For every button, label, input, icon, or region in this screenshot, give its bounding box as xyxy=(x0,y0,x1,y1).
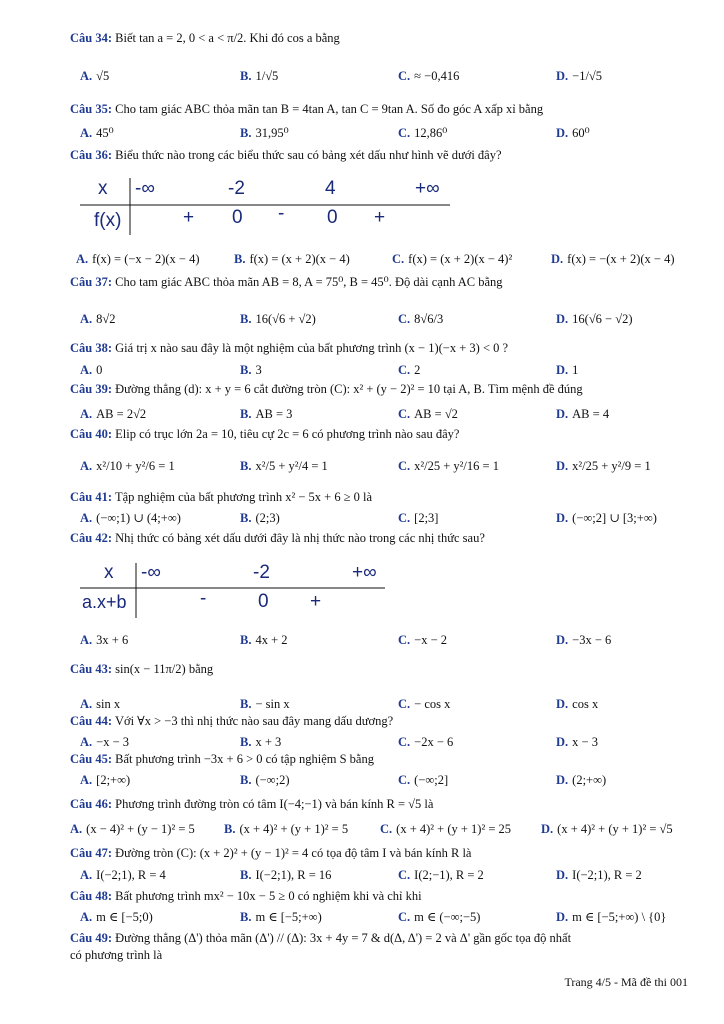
option-letter: A. xyxy=(80,633,93,647)
question-40 xyxy=(70,426,459,442)
table-sign: + xyxy=(310,591,322,612)
q46-option-a xyxy=(70,821,195,837)
option-text: −1/√5 xyxy=(572,69,603,83)
option-text: (x + 4)² + (y + 1)² = 5 xyxy=(239,822,349,836)
q40-label: Câu 40: xyxy=(70,427,113,441)
option-text: −3x − 6 xyxy=(572,633,612,647)
option-letter: C. xyxy=(398,773,411,787)
q45-option-d xyxy=(556,772,606,788)
q41-label: Câu 41: xyxy=(70,490,113,504)
q37-option-d xyxy=(556,311,633,327)
question-38 xyxy=(70,340,508,356)
q45-option-c xyxy=(398,772,448,788)
question-36 xyxy=(70,147,502,163)
option-letter: B. xyxy=(240,312,252,326)
table-sign: - xyxy=(200,588,207,609)
q49-text-continued: có phương trình là xyxy=(70,948,163,962)
option-letter: C. xyxy=(398,697,411,711)
q47-option-d xyxy=(556,867,642,883)
option-letter: D. xyxy=(556,910,569,924)
q34-text: Biết tan a = 2, 0 < a < π/2. Khi đó cos a bằng xyxy=(115,31,340,45)
option-text: [2;3] xyxy=(414,511,439,525)
q39-label: Câu 39: xyxy=(70,382,113,396)
option-text: − sin x xyxy=(255,697,290,711)
option-text: (2;3) xyxy=(255,511,280,525)
q40-option-d xyxy=(556,458,651,474)
q44-option-a xyxy=(80,734,129,750)
option-letter: C. xyxy=(398,633,411,647)
table-x-label: x xyxy=(104,562,114,583)
q47-option-a xyxy=(80,867,166,883)
q41-option-c xyxy=(398,510,438,526)
option-text: 0 xyxy=(96,363,103,377)
q44-label: Câu 44: xyxy=(70,714,113,728)
q42-text: Nhị thức có bảng xét dấu dưới đây là nhị thức nào trong các nhị thức sau? xyxy=(115,531,485,545)
option-letter: C. xyxy=(398,363,411,377)
question-37 xyxy=(70,274,503,290)
table-x-value: +∞ xyxy=(415,178,440,199)
q40-text: Elip có trục lớn 2a = 10, tiêu cự 2c = 6 có phương trình nào sau đây? xyxy=(115,427,460,441)
q39-option-b xyxy=(240,406,292,422)
q35-text: Cho tam giác ABC thỏa mãn tan B = 4tan A, tan C = 9tan A. Số đo góc A xấp xỉ bằng xyxy=(115,102,544,116)
option-text: f(x) = −(x + 2)(x − 4) xyxy=(567,252,675,266)
q45-option-b xyxy=(240,772,289,788)
option-letter: C. xyxy=(398,459,411,473)
q43-option-c xyxy=(398,696,450,712)
option-text: AB = 4 xyxy=(572,407,610,421)
option-text: − cos x xyxy=(414,697,451,711)
option-letter: A. xyxy=(80,363,93,377)
option-letter: B. xyxy=(234,252,246,266)
option-letter: B. xyxy=(240,69,252,83)
option-text: 31,95⁰ xyxy=(255,126,289,140)
option-text: I(2;−1), R = 2 xyxy=(414,868,484,882)
option-text: 8√6/3 xyxy=(414,312,444,326)
q43-option-b xyxy=(240,696,290,712)
option-letter: A. xyxy=(80,312,93,326)
option-letter: C. xyxy=(398,735,411,749)
table-fx-label: a.x+b xyxy=(82,592,127,612)
table-sign: 0 xyxy=(327,207,338,228)
option-text: m ∈ [−5;+∞) \ {0} xyxy=(572,910,667,924)
q34-option-a xyxy=(80,68,109,84)
q36-text: Biểu thức nào trong các biểu thức sau có bảng xét dấu như hình vẽ dưới đây? xyxy=(115,148,502,162)
q44-option-d xyxy=(556,734,598,750)
q40-option-a xyxy=(80,458,175,474)
option-text: (−∞;1) ∪ (4;+∞) xyxy=(96,511,181,525)
option-letter: B. xyxy=(240,697,252,711)
option-text: x²/5 + y²/4 = 1 xyxy=(255,459,328,473)
option-text: 8√2 xyxy=(96,312,116,326)
option-letter: C. xyxy=(398,407,411,421)
question-45 xyxy=(70,751,374,767)
q42-label: Câu 42: xyxy=(70,531,113,545)
q46-label: Câu 46: xyxy=(70,797,113,811)
option-text: m ∈ [−5;+∞) xyxy=(255,910,322,924)
option-text: x + 3 xyxy=(255,735,282,749)
question-49-continued xyxy=(70,947,162,963)
sign-table-42 xyxy=(80,560,400,620)
option-letter: B. xyxy=(240,868,252,882)
q48-option-d xyxy=(556,909,666,925)
q34-label: Câu 34: xyxy=(70,31,113,45)
q40-option-c xyxy=(398,458,499,474)
option-letter: C. xyxy=(398,511,411,525)
option-text: x²/25 + y²/9 = 1 xyxy=(572,459,651,473)
option-letter: A. xyxy=(80,407,93,421)
option-letter: D. xyxy=(556,868,569,882)
option-text: x²/10 + y²/6 = 1 xyxy=(96,459,175,473)
option-letter: D. xyxy=(556,363,569,377)
table-sign: 0 xyxy=(258,591,269,612)
q43-text: sin(x − 11π/2) bằng xyxy=(115,662,214,676)
q38-option-d xyxy=(556,362,578,378)
q38-label: Câu 38: xyxy=(70,341,113,355)
q46-option-b xyxy=(224,821,348,837)
option-text: x²/25 + y²/16 = 1 xyxy=(414,459,499,473)
option-letter: A. xyxy=(80,735,93,749)
option-letter: C. xyxy=(398,126,411,140)
q40-option-b xyxy=(240,458,328,474)
q48-text: Bất phương trình mx² − 10x − 5 ≥ 0 có nghiệm khi và chỉ khi xyxy=(115,889,422,903)
option-letter: D. xyxy=(556,126,569,140)
question-34 xyxy=(70,30,340,46)
option-letter: A. xyxy=(80,69,93,83)
option-letter: B. xyxy=(240,773,252,787)
option-text: AB = √2 xyxy=(414,407,458,421)
option-letter: C. xyxy=(398,312,411,326)
option-letter: B. xyxy=(240,363,252,377)
option-letter: D. xyxy=(556,69,569,83)
option-text: 1/√5 xyxy=(255,69,279,83)
option-text: f(x) = (−x − 2)(x − 4) xyxy=(92,252,200,266)
option-text: (−∞;2] ∪ [3;+∞) xyxy=(572,511,657,525)
q42-option-d xyxy=(556,632,611,648)
table-x-label: x xyxy=(98,178,108,199)
q41-option-a xyxy=(80,510,181,526)
q44-option-c xyxy=(398,734,453,750)
q35-option-d xyxy=(556,125,590,141)
q35-option-b xyxy=(240,125,289,141)
option-letter: D. xyxy=(541,822,554,836)
option-text: 60⁰ xyxy=(572,126,590,140)
option-text: (x + 4)² + (y + 1)² = 25 xyxy=(396,822,511,836)
option-letter: B. xyxy=(240,511,252,525)
q34-option-d xyxy=(556,68,602,84)
table-x-value: -∞ xyxy=(141,562,161,583)
q45-text: Bất phương trình −3x + 6 > 0 có tập nghiệm S bằng xyxy=(115,752,374,766)
q38-option-a xyxy=(80,362,102,378)
q37-option-c xyxy=(398,311,443,327)
q41-option-d xyxy=(556,510,657,526)
q35-label: Câu 35: xyxy=(70,102,113,116)
question-35 xyxy=(70,101,543,117)
option-text: −x − 2 xyxy=(414,633,448,647)
option-text: (2;+∞) xyxy=(572,773,607,787)
q48-option-b xyxy=(240,909,322,925)
table-fx-label: f(x) xyxy=(94,210,122,231)
option-text: 3x + 6 xyxy=(96,633,129,647)
option-letter: D. xyxy=(556,773,569,787)
table-x-value: 4 xyxy=(325,178,336,199)
option-text: 2 xyxy=(414,363,421,377)
option-letter: A. xyxy=(80,697,93,711)
q47-option-b xyxy=(240,867,331,883)
option-text: x − 3 xyxy=(572,735,598,749)
option-text: 12,86⁰ xyxy=(414,126,448,140)
option-text: I(−2;1), R = 2 xyxy=(572,868,642,882)
q43-option-a xyxy=(80,696,120,712)
option-text: (−∞;2] xyxy=(414,773,449,787)
q37-option-a xyxy=(80,311,116,327)
option-text: −2x − 6 xyxy=(414,735,454,749)
q36-option-b xyxy=(234,251,350,267)
question-49 xyxy=(70,930,571,946)
q39-option-a xyxy=(80,406,146,422)
q38-option-b xyxy=(240,362,262,378)
option-letter: A. xyxy=(80,459,93,473)
q39-text: Đường thẳng (d): x + y = 6 cắt đường tròn (C): x² + (y − 2)² = 10 tại A, B. Tìm mệnh đề đúng xyxy=(115,382,583,396)
q36-option-c xyxy=(392,251,512,267)
option-letter: D. xyxy=(556,697,569,711)
option-letter: B. xyxy=(240,735,252,749)
option-text: [2;+∞) xyxy=(96,773,131,787)
option-letter: B. xyxy=(240,407,252,421)
option-letter: B. xyxy=(240,633,252,647)
option-letter: B. xyxy=(240,910,252,924)
option-text: AB = 2√2 xyxy=(96,407,147,421)
option-letter: C. xyxy=(398,69,411,83)
q42-option-b xyxy=(240,632,288,648)
question-42 xyxy=(70,530,485,546)
q36-option-a xyxy=(76,251,200,267)
option-text: AB = 3 xyxy=(255,407,293,421)
option-letter: C. xyxy=(398,910,411,924)
option-text: f(x) = (x + 2)(x − 4) xyxy=(249,252,350,266)
question-48 xyxy=(70,888,422,904)
option-letter: D. xyxy=(551,252,564,266)
q48-label: Câu 48: xyxy=(70,889,113,903)
option-letter: D. xyxy=(556,511,569,525)
option-text: cos x xyxy=(572,697,599,711)
option-letter: A. xyxy=(80,773,93,787)
question-44 xyxy=(70,713,393,729)
option-text: ≈ −0,416 xyxy=(414,69,460,83)
option-text: (x + 4)² + (y + 1)² = √5 xyxy=(557,822,673,836)
option-text: 16(√6 + √2) xyxy=(255,312,316,326)
q35-option-c xyxy=(398,125,447,141)
q37-text: Cho tam giác ABC thỏa mãn AB = 8, A = 75⁰, B = 45⁰. Độ dài cạnh AC bằng xyxy=(115,275,503,289)
q34-option-c xyxy=(398,68,459,84)
option-text: f(x) = (x + 2)(x − 4)² xyxy=(408,252,513,266)
option-text: √5 xyxy=(96,69,110,83)
q42-option-c xyxy=(398,632,447,648)
option-text: (x − 4)² + (y − 1)² = 5 xyxy=(86,822,195,836)
table-x-value: -∞ xyxy=(135,178,155,199)
q48-option-c xyxy=(398,909,480,925)
option-letter: D. xyxy=(556,459,569,473)
q36-option-d xyxy=(551,251,675,267)
option-text: −x − 3 xyxy=(96,735,130,749)
sign-table-36 xyxy=(80,175,460,237)
option-text: (−∞;2) xyxy=(255,773,290,787)
page-footer: Trang 4/5 - Mã đề thi 001 xyxy=(564,975,688,989)
q45-label: Câu 45: xyxy=(70,752,113,766)
option-letter: A. xyxy=(80,868,93,882)
question-43 xyxy=(70,661,213,677)
q46-option-d xyxy=(541,821,673,837)
q41-option-b xyxy=(240,510,280,526)
table-x-value: -2 xyxy=(253,562,270,583)
table-sign: + xyxy=(183,207,195,228)
table-sign: + xyxy=(374,207,386,228)
option-letter: A. xyxy=(70,822,83,836)
option-letter: A. xyxy=(80,126,93,140)
option-letter: C. xyxy=(398,868,411,882)
q41-text: Tập nghiệm của bất phương trình x² − 5x + 6 ≥ 0 là xyxy=(114,490,373,504)
option-text: 4x + 2 xyxy=(255,633,288,647)
option-letter: D. xyxy=(556,312,569,326)
question-46 xyxy=(70,796,433,812)
q38-text: Giá trị x nào sau đây là một nghiệm của bất phương trình (x − 1)(−x + 3) < 0 ? xyxy=(115,341,509,355)
table-sign: - xyxy=(278,203,285,224)
q35-option-a xyxy=(80,125,114,141)
q46-text: Phương trình đường tròn có tâm I(−4;−1) và bán kính R = √5 là xyxy=(115,797,434,811)
q45-option-a xyxy=(80,772,130,788)
question-39 xyxy=(70,381,583,397)
option-letter: B. xyxy=(240,459,252,473)
option-text: m ∈ [−5;0) xyxy=(96,910,153,924)
q34-option-b xyxy=(240,68,278,84)
q48-option-a xyxy=(80,909,153,925)
q49-label: Câu 49: xyxy=(70,931,113,945)
option-text: 45⁰ xyxy=(96,126,114,140)
option-letter: B. xyxy=(224,822,236,836)
option-letter: D. xyxy=(556,407,569,421)
option-letter: A. xyxy=(80,910,93,924)
option-text: I(−2;1), R = 4 xyxy=(96,868,166,882)
q37-label: Câu 37: xyxy=(70,275,113,289)
option-letter: A. xyxy=(80,511,93,525)
question-41 xyxy=(70,489,372,505)
q47-option-c xyxy=(398,867,484,883)
option-letter: C. xyxy=(392,252,405,266)
option-text: I(−2;1), R = 16 xyxy=(255,868,332,882)
q46-option-c xyxy=(380,821,511,837)
option-text: sin x xyxy=(96,697,121,711)
q43-label: Câu 43: xyxy=(70,662,113,676)
q47-label: Câu 47: xyxy=(70,846,113,860)
q39-option-d xyxy=(556,406,609,422)
q42-option-a xyxy=(80,632,128,648)
option-letter: B. xyxy=(240,126,252,140)
question-47 xyxy=(70,845,471,861)
q37-option-b xyxy=(240,311,316,327)
q43-option-d xyxy=(556,696,598,712)
q49-text: Đường thẳng (Δ') thỏa mãn (Δ') // (Δ): 3x + 4y = 7 & d(Δ, Δ') = 2 và Δ' gần gốc tọa độ nhất xyxy=(115,931,572,945)
table-sign: 0 xyxy=(232,207,243,228)
option-letter: C. xyxy=(380,822,393,836)
q36-label: Câu 36: xyxy=(70,148,113,162)
option-text: 3 xyxy=(255,363,262,377)
q39-option-c xyxy=(398,406,458,422)
table-x-value: -2 xyxy=(228,178,245,199)
q47-text: Đường tròn (C): (x + 2)² + (y − 1)² = 4 có tọa độ tâm I và bán kính R là xyxy=(115,846,472,860)
q44-text: Với ∀x > −3 thì nhị thức nào sau đây mang dấu dương? xyxy=(114,714,394,728)
table-x-value: +∞ xyxy=(352,562,377,583)
option-letter: D. xyxy=(556,735,569,749)
option-letter: A. xyxy=(76,252,89,266)
option-text: 16(√6 − √2) xyxy=(572,312,633,326)
q44-option-b xyxy=(240,734,281,750)
option-text: m ∈ (−∞;−5) xyxy=(414,910,481,924)
q38-option-c xyxy=(398,362,420,378)
option-letter: D. xyxy=(556,633,569,647)
option-text: 1 xyxy=(572,363,579,377)
